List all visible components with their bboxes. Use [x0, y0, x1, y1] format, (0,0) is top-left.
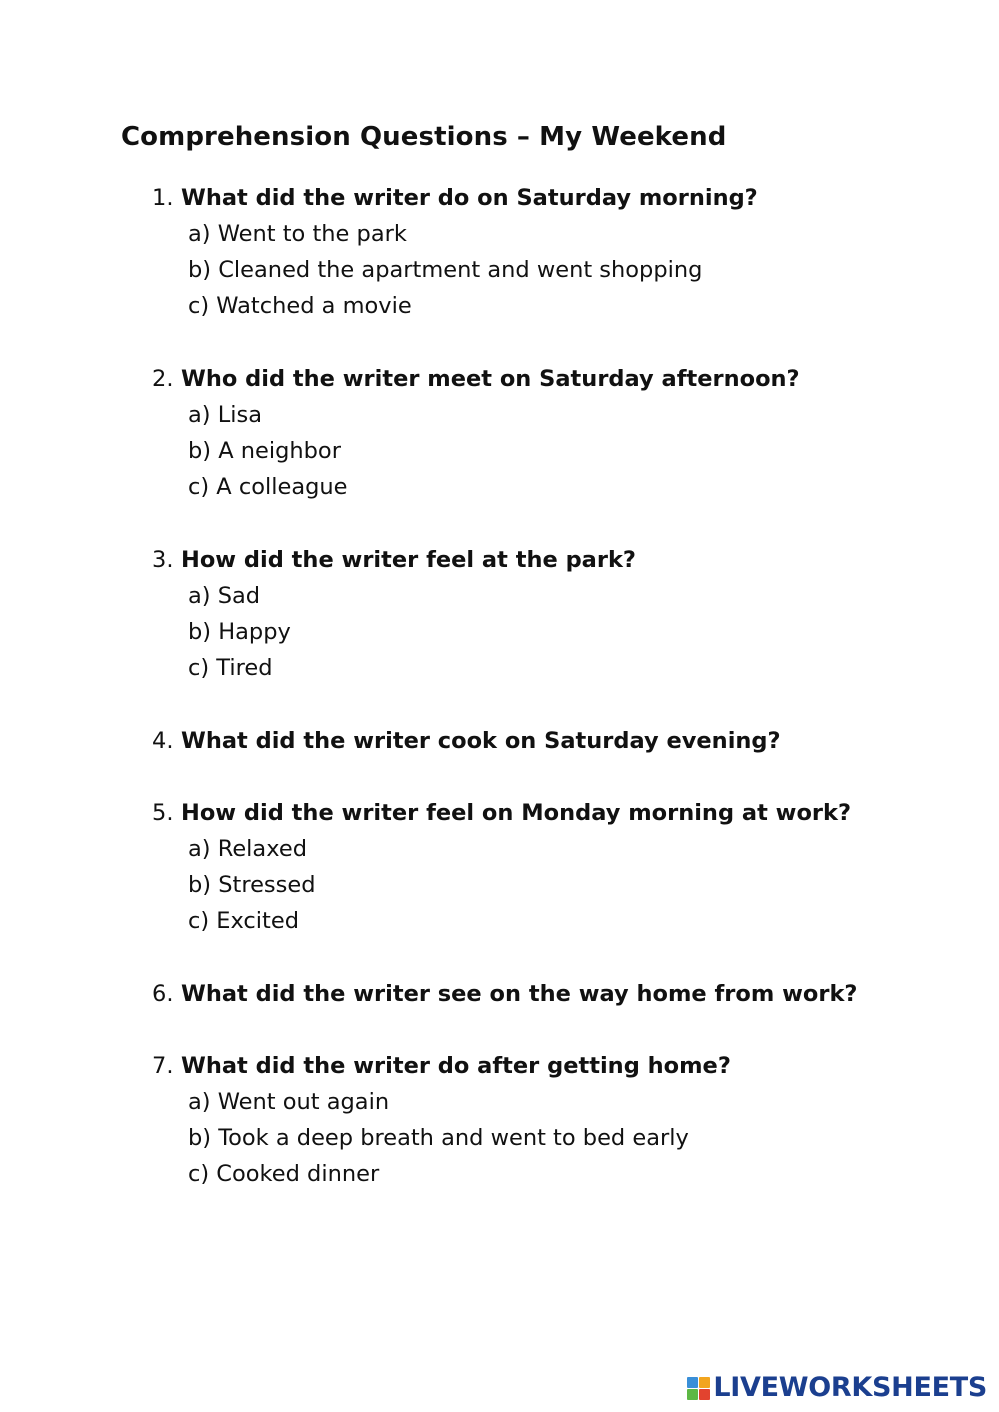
answer-option-c[interactable]: c) Watched a movie — [188, 293, 412, 320]
answer-option-a[interactable]: a) Lisa — [188, 402, 263, 428]
answer-option-a[interactable]: a) Went out again — [188, 1089, 390, 1115]
answer-option-b[interactable]: b) Happy — [188, 619, 291, 646]
logo-square-icon — [699, 1377, 710, 1388]
question-text: What did the writer see on the way home from work? — [181, 981, 858, 1007]
logo-mark-icon — [687, 1377, 710, 1400]
question-number: 7. — [152, 1053, 174, 1079]
answer-options — [152, 831, 952, 940]
question-text: What did the writer cook on Saturday evening? — [181, 728, 781, 754]
question-text: What did the writer do after getting home? — [181, 1053, 731, 1079]
question-7 — [152, 1048, 952, 1193]
question-7-prompt — [152, 1048, 952, 1084]
question-2 — [152, 361, 952, 506]
question-5-prompt — [152, 795, 952, 831]
answer-options — [152, 1084, 952, 1193]
answer-option-c[interactable]: c) A colleague — [188, 474, 348, 501]
answer-option-b[interactable]: b) Cleaned the apartment and went shopping — [188, 257, 703, 284]
question-number: 2. — [152, 366, 174, 392]
question-number: 1. — [152, 185, 174, 211]
question-4 — [152, 723, 952, 759]
answer-option-b[interactable]: b) A neighbor — [188, 438, 341, 465]
question-text: How did the writer feel on Monday morning at work? — [181, 800, 852, 826]
answer-option-b[interactable]: b) Took a deep breath and went to bed early — [188, 1125, 689, 1152]
answer-option-c[interactable]: c) Cooked dinner — [188, 1161, 380, 1188]
page-title: Comprehension Questions – My Weekend — [121, 122, 727, 152]
question-number: 6. — [152, 981, 174, 1007]
answer-options — [152, 578, 952, 687]
answer-option-b[interactable]: b) Stressed — [188, 872, 316, 899]
question-text: What did the writer do on Saturday morning? — [181, 185, 758, 211]
answer-option-c[interactable]: c) Excited — [188, 908, 300, 935]
question-5 — [152, 795, 952, 940]
answer-option-c[interactable]: c) Tired — [188, 655, 273, 682]
liveworksheets-logo — [687, 1372, 987, 1404]
question-text: Who did the writer meet on Saturday afternoon? — [181, 366, 800, 392]
answer-options — [152, 216, 952, 325]
question-text: How did the writer feel at the park? — [181, 547, 636, 573]
logo-square-icon — [687, 1377, 698, 1388]
question-number: 5. — [152, 800, 174, 826]
logo-square-icon — [687, 1389, 698, 1400]
question-1-prompt — [152, 180, 952, 216]
answer-option-a[interactable]: a) Went to the park — [188, 221, 407, 247]
question-6-prompt — [152, 976, 952, 1012]
question-2-prompt — [152, 361, 952, 397]
question-4-prompt — [152, 723, 952, 759]
question-6 — [152, 976, 952, 1012]
answer-option-a[interactable]: a) Relaxed — [188, 836, 307, 862]
question-3-prompt — [152, 542, 952, 578]
question-number: 3. — [152, 547, 174, 573]
question-number: 4. — [152, 728, 174, 754]
question-3 — [152, 542, 952, 687]
logo-square-icon — [699, 1389, 710, 1400]
question-1 — [152, 180, 952, 325]
answer-option-a[interactable]: a) Sad — [188, 583, 261, 609]
answer-options — [152, 397, 952, 506]
logo-wordmark: LIVEWORKSHEETS — [713, 1372, 987, 1403]
